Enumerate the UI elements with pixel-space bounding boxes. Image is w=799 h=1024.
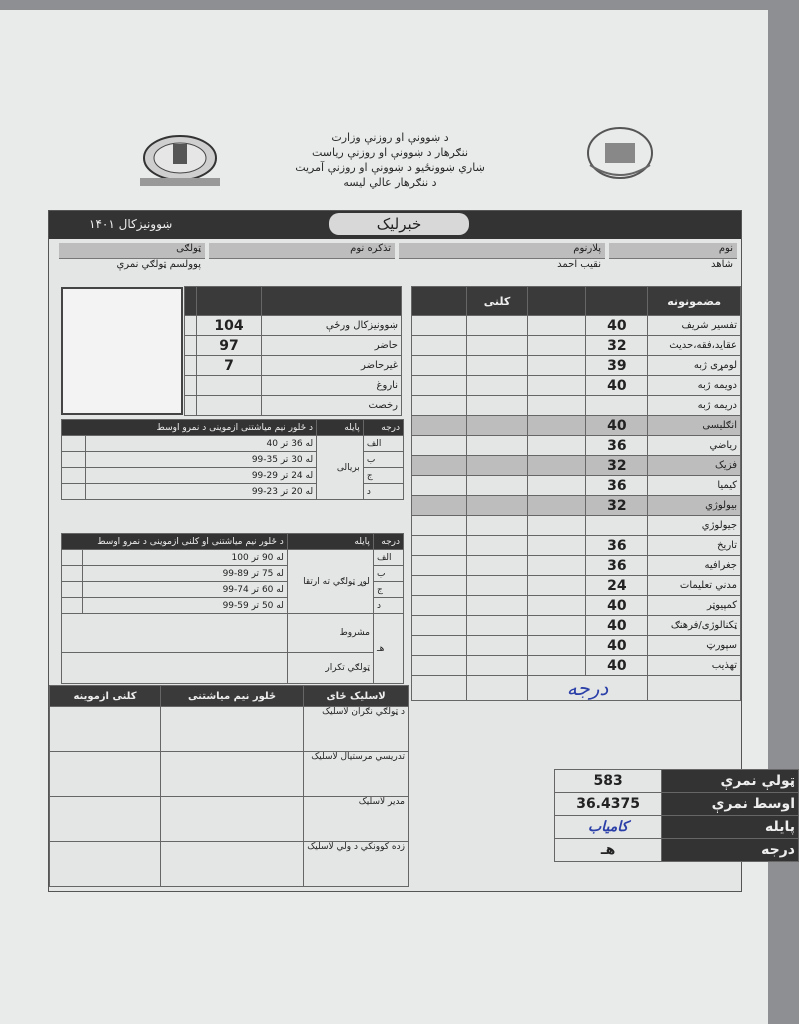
handwritten-grade: درجه xyxy=(527,676,648,701)
emblem-icon xyxy=(575,125,665,185)
totals-table xyxy=(554,769,799,862)
photo-box xyxy=(61,287,183,415)
ministry-line: د ننګرهار عالي لیسه xyxy=(343,176,437,189)
total-row: هـ درجه xyxy=(555,839,799,862)
signature-label: تدریسي مرستیال لاسلیک xyxy=(304,752,409,797)
subject-row: 32 فزیک xyxy=(412,456,741,476)
annual-grade-table: د ځلور نیم میاشتنی او کلنی ازموینی د نمرو اوسط پایله درجه له 90 تر 100 لوړ ټولګي ته ارتقا الف له 75 تر 89-99 ب له 60 تر 74-99 ج له 50 تر 59-99 د مشروط هـ ټولګي تکرار xyxy=(61,533,404,684)
subject-row: 40 ټکنالوژی/فرهنګ xyxy=(412,616,741,636)
ministry-header xyxy=(230,130,550,190)
stat-row: ناروغ xyxy=(185,376,402,396)
subject-row: 40 دویمه ژبه xyxy=(412,376,741,396)
subject-row xyxy=(412,676,741,701)
info-id: تذکره نوم xyxy=(209,243,395,277)
report-paper xyxy=(0,10,795,1024)
subject-row: 36 ریاضي xyxy=(412,436,741,456)
subject-row: 40 انګلیسی xyxy=(412,416,741,436)
subject-row: 39 لومړی ژبه xyxy=(412,356,741,376)
subject-row: 36 کیمیا xyxy=(412,476,741,496)
title-bar xyxy=(49,211,741,239)
report-title: خبرلیک xyxy=(329,213,469,235)
total-row: 583 ټولې نمرې xyxy=(555,770,799,793)
ministry-line: ننګرهار د ښوونې او روزنې رياست xyxy=(311,146,469,159)
subjects-table: کلنی مضمونونه 40 تفسیر شریف 32 عقاید،فقه،حدیث 39 لومړی ژبه 40 دویمه ژبه دریمه ژبه 40 انګلیسی 36 ریاضي 32 فزیک 36 کیمیا 32 بیولوژي جیولوژي 36 تاریخ 36 جغرافیه 24 مدني تعلیمات 40 کمپیوټر 40 ټکنالوژی/فرهنګ 40 سپورټ 40 تهذیب درجه xyxy=(411,286,741,701)
attendance-table xyxy=(184,286,402,416)
stat-row: 7 غیرحاضر xyxy=(185,356,402,376)
subject-row: 36 تاریخ xyxy=(412,536,741,556)
subject-row: جیولوژي xyxy=(412,516,741,536)
ministry-line: د ښوونې او روزنې وزارت xyxy=(331,131,449,144)
subject-row: 40 تهذیب xyxy=(412,656,741,676)
subject-row: 32 بیولوژي xyxy=(412,496,741,516)
signature-label: زده کوونکي د ولي لاسلیک xyxy=(304,842,409,887)
total-row: 36.4375 اوسط نمرې xyxy=(555,793,799,816)
total-row: کامیاب پایله xyxy=(555,816,799,839)
subject-row: 40 تفسیر شریف xyxy=(412,316,741,336)
subject-row: 24 مدني تعلیمات xyxy=(412,576,741,596)
stat-row: 97 حاضر xyxy=(185,336,402,356)
stat-row: رخصت xyxy=(185,396,402,416)
report-card xyxy=(48,210,795,892)
signature-label: مدیر لاسلیک xyxy=(304,797,409,842)
subject-row: 32 عقاید،فقه،حدیث xyxy=(412,336,741,356)
ministry-line: ښاري ښوونځيو د ښوونې او روزنې آمريت xyxy=(295,161,485,174)
info-class: ټولګی پوولسم ټولګي نمرې xyxy=(59,243,205,277)
info-father: پلارنوم نقیب احمد xyxy=(399,243,605,277)
mid-grade-table: د ځلور نیم میاشتنی ازموینی د نمرو اوسط پایله درجه له 36 تر 40 بریالی الف له 30 تر 35-99 ب له 24 تر 29-99 ج له 20 تر 23-99 د xyxy=(61,419,404,500)
signature-table: کلنی ازموینه ځلور نیم میاشتنی لاسلیک ځای د ټولګي نګران لاسلیک تدریسي مرستیال لاسلیک مدیر لاسلیک زده کوونکي د ولي لاسلیک xyxy=(49,685,409,887)
signature-label: د ټولګي نګران لاسلیک xyxy=(304,707,409,752)
subject-row: 40 سپورټ xyxy=(412,636,741,656)
subject-row: 36 جغرافیه xyxy=(412,556,741,576)
subject-row: دریمه ژبه xyxy=(412,396,741,416)
academic-year: ۱۴۰۱ ښوونیزکال xyxy=(89,217,173,231)
stat-row: 104 ښوونیزکال ورځې xyxy=(185,316,402,336)
subject-row: 40 کمپیوټر xyxy=(412,596,741,616)
school-logo-icon xyxy=(135,130,225,190)
info-name: نوم شاهد xyxy=(609,243,737,277)
